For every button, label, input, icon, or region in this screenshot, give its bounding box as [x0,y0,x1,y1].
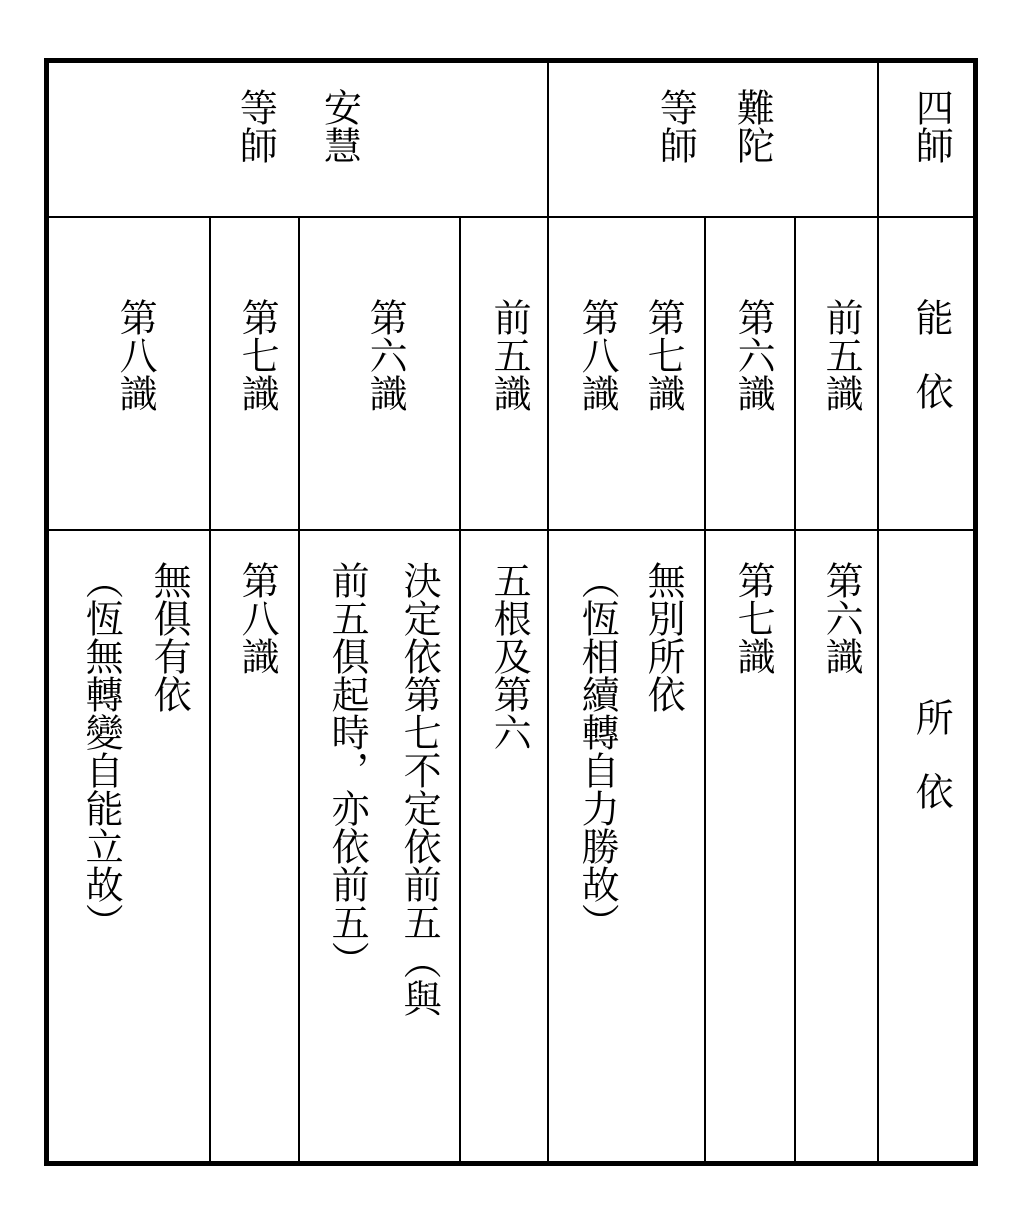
huian-nengyi-diliu: 第六識 [363,298,408,412]
huian-suoyi-diba-line1: 無俱有依 [147,561,192,713]
col-divider-huian-2 [298,216,300,1166]
huian-suoyi-diqi: 第八識 [235,561,280,675]
huian-suoyi-qianwu: 五根及第六 [487,561,532,751]
nengyi-divider [44,529,978,531]
nanda-suoyi-diliu: 第七識 [731,561,776,675]
col-divider-nanda-huian [547,58,549,1166]
huian-suoyi-diba-line2: （恆無轉變自能立故） [79,561,124,941]
col-divider-huian-3 [209,216,211,1166]
row-label-nengyi: 能依 [909,298,954,447]
nanda-suoyi-qiba-line2: （恆相續轉自力勝故） [575,561,620,941]
col-divider-nanda-2 [704,216,706,1166]
col-divider-huian-1 [459,216,461,1166]
header-four-masters: 四師 [909,88,954,164]
header-nanda-suffix: 等師 [653,88,698,164]
huian-suoyi-diliu-line1: 決定依第七不定依前五（與 [397,561,442,1017]
header-huian-suffix: 等師 [233,88,278,164]
row-label-suoyi: 所依 [909,698,954,847]
nanda-suoyi-qianwu: 第六識 [819,561,864,675]
col-divider-nanda-1 [794,216,796,1166]
nanda-nengyi-diqi: 第七識 [641,298,686,412]
huian-nengyi-diba: 第八識 [113,298,158,412]
huian-suoyi-diliu-line2: 前五俱起時，亦依前五） [325,561,370,979]
header-divider [44,216,978,218]
nanda-nengyi-qianwu: 前五識 [819,298,864,412]
col-divider-corner [877,58,879,1166]
four-masters-table [44,58,978,1166]
header-nanda-name: 難陀 [730,88,775,164]
header-huian-name: 安慧 [317,88,362,164]
nanda-nengyi-diba: 第八識 [575,298,620,412]
nanda-suoyi-qiba-line1: 無別所依 [641,561,686,713]
huian-nengyi-diqi: 第七識 [235,298,280,412]
nanda-nengyi-diliu: 第六識 [731,298,776,412]
huian-nengyi-qianwu: 前五識 [487,298,532,412]
